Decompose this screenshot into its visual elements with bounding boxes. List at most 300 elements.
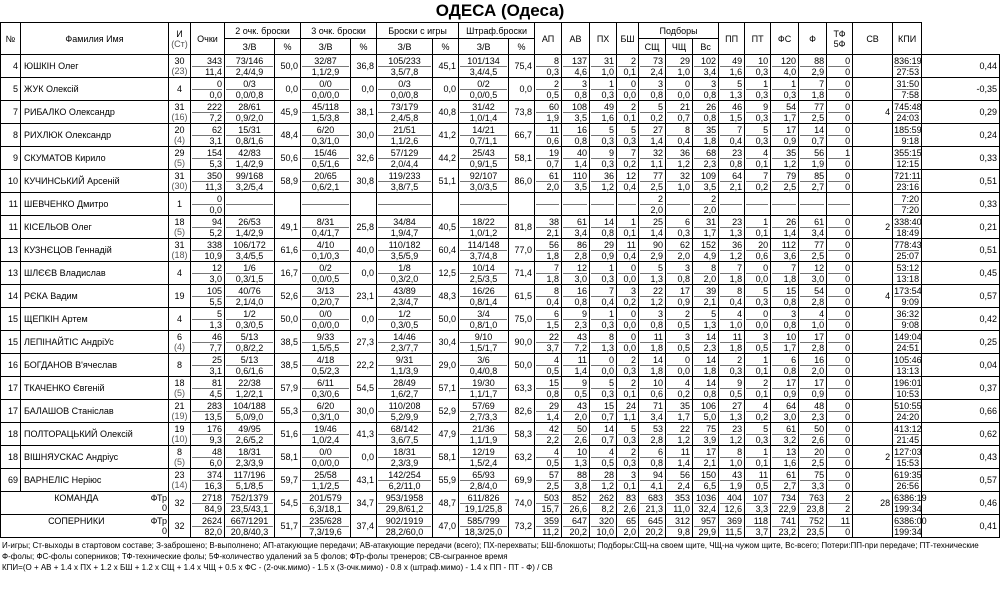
fg-cell: 34/84 1,9/4,7 [377, 216, 433, 239]
player-name: КІСЕЛЬОВ Олег [21, 216, 169, 239]
player-name: ТКАЧЕНКО Євгеній [21, 377, 169, 400]
kpi-cell: 0,51 [922, 170, 1000, 193]
games-cell: 19 [169, 285, 191, 308]
ft-pct-cell: 77,0 [509, 239, 535, 262]
fs-cell: 7 1,8 [771, 262, 799, 285]
chshch-cell: 4 0,2 [666, 377, 693, 400]
bsh-cell: 1 0,1 [617, 216, 639, 239]
chshch-cell: 29 1,0 [666, 55, 693, 78]
vs-cell: 106 5,0 [693, 400, 719, 423]
table-row [1, 377, 1000, 400]
three-pt-pct-cell: 0,0 [351, 308, 377, 331]
three-pt-cell: 0/2 0,0/0,5 [301, 262, 351, 285]
fg-cell: 902/1919 28,2/60,0 [377, 515, 433, 538]
ft-cell: 611/826 19,1/25,8 [459, 492, 509, 515]
pt-cell: 0 0,0 [745, 262, 771, 285]
ssch-cell: 5 1,3 [639, 262, 666, 285]
points-cell: 0 0,0 [191, 193, 225, 216]
three-pt-cell: 6/20 0,3/1,0 [301, 400, 351, 423]
f-cell: 14 0,7 [799, 124, 827, 147]
ft-pct-cell: 86,0 [509, 170, 535, 193]
ft-cell: 10/14 2,5/3,5 [459, 262, 509, 285]
f-cell: 4 1,0 [799, 308, 827, 331]
player-name: ЩЕПКІН Артем [21, 308, 169, 331]
ssch-cell: 71 3,4 [639, 400, 666, 423]
two-pt-pct-cell: 49,1 [275, 216, 301, 239]
two-pt-cell: 49/95 2,6/5,2 [225, 423, 275, 446]
chshch-cell [666, 193, 693, 216]
tf-cell: 0 0 [827, 101, 853, 124]
pp-cell: 369 11,5 [719, 515, 745, 538]
points-cell: 25 3,1 [191, 354, 225, 377]
ap-cell: 6 1,5 [535, 308, 562, 331]
pkh-cell: 15 0,7 [590, 400, 617, 423]
pkh-cell: 1 0,3 [590, 78, 617, 101]
points-cell: 46 7,7 [191, 331, 225, 354]
ft-pct-cell: 82,6 [509, 400, 535, 423]
f-cell: 85 2,7 [799, 170, 827, 193]
two-pt-pct-cell: 61,6 [275, 239, 301, 262]
games-cell: 32 [169, 492, 191, 515]
fg-pct-cell: 45,1 [433, 55, 459, 78]
ap-cell: 56 1,8 [535, 239, 562, 262]
ft-cell: 18/22 1,0/1,2 [459, 216, 509, 239]
points-cell: 283 13,5 [191, 400, 225, 423]
games-cell: 18 (5) [169, 377, 191, 400]
fg-pct-cell: 30,4 [433, 331, 459, 354]
tf-cell: 0 0 [827, 285, 853, 308]
ft-cell: 14/21 0,7/1,1 [459, 124, 509, 147]
tf-cell: 0 0 [827, 55, 853, 78]
f-cell: 50 2,6 [799, 423, 827, 446]
av-cell: 108 3,5 [562, 101, 590, 124]
three-pt-cell: 9/33 1,5/5,5 [301, 331, 351, 354]
pp-cell: 49 1,6 [719, 55, 745, 78]
vs-cell: 2 2,0 [693, 193, 719, 216]
two-pt-cell: 26/53 1,4/2,9 [225, 216, 275, 239]
games-cell: 4 [169, 78, 191, 101]
fs-cell: 64 3,0 [771, 400, 799, 423]
col-two-pct: % [275, 39, 301, 55]
fg-cell: 21/51 1,1/2,6 [377, 124, 433, 147]
pp-cell: 4 1,0 [719, 308, 745, 331]
av-cell: 137 4,6 [562, 55, 590, 78]
bsh-cell: 3 0,2 [617, 285, 639, 308]
three-pt-cell: 32/87 1,1/2,9 [301, 55, 351, 78]
tf-cell: 0 0 [827, 331, 853, 354]
player-number: 9 [1, 147, 21, 170]
f-cell [799, 193, 827, 216]
two-pt-pct-cell: 50,0 [275, 308, 301, 331]
ssch-cell: 94 4,1 [639, 469, 666, 492]
bsh-cell: 0 0,0 [617, 78, 639, 101]
time-cell: 185:59 9:18 [894, 124, 922, 146]
pt-cell: 1 0,1 [745, 354, 771, 377]
ap-cell: 57 2,5 [535, 469, 562, 492]
av-cell: 40 1,4 [562, 147, 590, 170]
pp-cell: 36 1,2 [719, 239, 745, 262]
f5-cell [853, 55, 893, 78]
pt-cell: 10 0,3 [745, 55, 771, 78]
three-pt-cell: 3/13 0,2/0,7 [301, 285, 351, 308]
time-cell: 7:20 7:20 [893, 193, 922, 216]
ssch-cell: 90 2,9 [639, 239, 666, 262]
chshch-cell: 11 1,4 [666, 446, 693, 469]
pt-cell: 1 0,3 [745, 78, 771, 101]
col-av: АВ [562, 23, 590, 55]
time-cell: 413:12 21:45 [894, 423, 922, 445]
player-number: 4 [1, 55, 21, 78]
av-cell: 61 3,4 [562, 216, 590, 239]
av-cell: 50 2,6 [562, 423, 590, 446]
table-row [1, 446, 1000, 469]
games-cell: 8 (5) [169, 446, 191, 469]
col-pt: ПТ [745, 23, 771, 55]
fs-cell [771, 193, 799, 216]
table-row [1, 354, 1000, 377]
fg-pct-cell: 29,0 [433, 354, 459, 377]
bsh-cell: 2 0,3 [617, 446, 639, 469]
fg-cell: 18/31 2,3/3,9 [377, 446, 433, 469]
pkh-cell: 1 0,3 [590, 308, 617, 331]
ft-pct-cell: 73,2 [509, 515, 535, 538]
ft-pct-cell: 66,7 [509, 124, 535, 147]
three-pt-cell: 6/11 0,3/0,6 [301, 377, 351, 400]
two-pt-pct-cell: 54,5 [275, 492, 301, 515]
bsh-cell: 0 0,0 [617, 331, 639, 354]
fs-cell: 741 23,2 [771, 515, 799, 538]
three-pt-cell: 15/46 0,5/1,6 [301, 147, 351, 170]
f-cell: 88 2,9 [799, 55, 827, 78]
player-number: 17 [1, 400, 21, 423]
vs-cell: 14 2,3 [693, 331, 719, 354]
fs-cell: 61 2,7 [771, 469, 799, 492]
two-pt-cell: 73/146 2,4/4,9 [225, 55, 275, 78]
f-cell: 54 2,8 [799, 285, 827, 308]
col-no: № [1, 23, 21, 55]
chshch-cell: 353 11,0 [666, 492, 693, 515]
chshch-cell: 2 0,5 [666, 308, 693, 331]
ap-cell: 8 0,3 [535, 55, 562, 78]
table-row [1, 262, 1000, 285]
three-pt-cell: 45/118 1,5/3,8 [301, 101, 351, 124]
points-cell: 105 5,5 [191, 285, 225, 308]
player-number: 15 [1, 331, 21, 354]
ft-cell: 57/69 2,7/3,3 [459, 400, 509, 423]
three-pt-cell: 25/58 1,1/2,5 [301, 469, 351, 492]
fg-cell: 1/2 0,3/0,5 [377, 308, 433, 331]
ssch-cell: 25 1,4 [639, 216, 666, 239]
kpi-cell: 0,04 [922, 354, 1000, 377]
fg-cell: 28/49 1,6/2,7 [377, 377, 433, 400]
points-cell: 2718 84,9 [191, 492, 225, 515]
ft-cell: 101/134 3,4/4,5 [459, 55, 509, 78]
av-cell [562, 193, 590, 216]
tf-cell [827, 193, 853, 216]
kpi-cell: 0,24 [922, 124, 1000, 147]
points-cell: 5 1,3 [191, 308, 225, 331]
table-row [1, 400, 1000, 423]
time-cell: 619:35 26:56 [894, 469, 922, 491]
ssch-cell: 14 1,8 [639, 354, 666, 377]
fg-pct-cell: 51,1 [433, 170, 459, 193]
legend-line: КПИ=(О + АВ + 1.4 x ПХ + 1.2 x БШ + 1.2 x СЩ + 1.4 x ЧЩ + 0.5 x ФС - (2-очк.мимо) - 1.5 x (3-очк.мимо) - 0.8 x (штраф.мимо) - 1.4 x ПП - ПТ - Ф) / СВ [2, 563, 553, 572]
vs-cell: 1036 32,4 [693, 492, 719, 515]
ap-cell: 359 11,2 [535, 515, 562, 538]
time-cell: 36:32 9:08 [893, 308, 922, 331]
ft-pct-cell: 0,0 [509, 78, 535, 101]
kpi-cell: 0,33 [922, 147, 1000, 170]
fs-cell: 17 0,9 [771, 377, 799, 400]
time-cell: 338:40 18:49 [894, 216, 922, 238]
col-ft-pct: % [509, 39, 535, 55]
chshch-cell: 32 1,0 [666, 170, 693, 193]
player-number: 11 [1, 216, 21, 239]
two-pt-pct-cell: 50,0 [275, 55, 301, 78]
three-pt-pct-cell: 54,5 [351, 377, 377, 400]
ssch-cell: 32 1,1 [639, 147, 666, 170]
fg-cell: 43/89 2,3/4,7 [377, 285, 433, 308]
ap-cell: 29 1,4 [535, 400, 562, 423]
pp-cell: 404 12,6 [719, 492, 745, 515]
tf-cell: 0 0 [827, 354, 853, 377]
chshch-cell: 56 2,4 [666, 469, 693, 492]
kpi-cell: 0,43 [922, 446, 1000, 469]
two-pt-pct-cell: 59,7 [275, 469, 301, 492]
table-row [1, 101, 1000, 124]
f5-cell: 4 [853, 101, 893, 124]
pt-cell: 4 0,1 [745, 147, 771, 170]
f5-cell: 2 [853, 446, 893, 469]
tf-cell: 0 0 [827, 170, 853, 193]
two-pt-cell: 42/83 1,4/2,9 [225, 147, 275, 170]
time-cell: 510:55 24:20 [894, 400, 922, 422]
kpi-cell: 0,57 [922, 469, 1000, 492]
ft-cell [459, 193, 509, 216]
chshch-cell: 3 0,8 [666, 262, 693, 285]
vs-cell: 14 1,8 [693, 354, 719, 377]
av-cell: 9 2,3 [562, 308, 590, 331]
ft-pct-cell: 58,3 [509, 423, 535, 446]
pt-cell: 118 3,7 [745, 515, 771, 538]
pp-cell [719, 193, 745, 216]
two-pt-cell: 18/31 2,3/3,9 [225, 446, 275, 469]
chshch-cell: 8 0,4 [666, 124, 693, 147]
col-points: Очки [191, 23, 225, 55]
points-cell: 338 10,9 [191, 239, 225, 262]
three-pt-pct-cell: 23,1 [351, 285, 377, 308]
three-pt-pct-cell [351, 193, 377, 216]
fs-cell: 1 0,3 [771, 78, 799, 101]
vs-cell: 3 0,8 [693, 78, 719, 101]
ft-pct-cell: 58,1 [509, 147, 535, 170]
time-cell: 745:48 24:03 [894, 101, 922, 123]
fg-pct-cell: 50,0 [433, 308, 459, 331]
f-cell: 56 1,9 [799, 147, 827, 170]
col-pkh: ПХ [590, 23, 617, 55]
three-pt-cell: 0/0 0,0/0,0 [301, 78, 351, 101]
totals-label: СОПЕРНИКИ ФТр 0 [1, 515, 169, 538]
vs-cell: 17 2,1 [693, 446, 719, 469]
ft-cell: 19/30 1,1/1,7 [459, 377, 509, 400]
kpi-cell: 0,62 [922, 423, 1000, 446]
ssch-cell: 27 1,4 [639, 124, 666, 147]
three-pt-cell: 235/628 7,3/19,6 [301, 515, 351, 538]
col-name: Фамилия Имя [21, 23, 169, 55]
vs-cell: 5 1,3 [693, 308, 719, 331]
games-cell: 32 [169, 515, 191, 538]
vs-cell: 152 4,9 [693, 239, 719, 262]
pkh-cell: 14 0,8 [590, 216, 617, 239]
fg-pct-cell: 40,8 [433, 101, 459, 124]
ft-pct-cell: 90,0 [509, 331, 535, 354]
points-cell: 94 5,2 [191, 216, 225, 239]
fs-cell: 61 3,2 [771, 423, 799, 446]
points-cell: 12 3,0 [191, 262, 225, 285]
col-sv: СВ [853, 23, 893, 55]
ssch-cell: 22 1,2 [639, 285, 666, 308]
ap-cell [535, 193, 562, 216]
ap-cell: 42 2,2 [535, 423, 562, 446]
col-tf: ТФ 5Ф [827, 23, 853, 55]
vs-cell: 150 6,5 [693, 469, 719, 492]
pp-cell: 7 1,8 [719, 262, 745, 285]
games-cell: 18 (5) [169, 216, 191, 239]
kpi-cell: -0,35 [922, 78, 1000, 101]
pp-cell: 23 0,8 [719, 147, 745, 170]
pkh-cell: 49 1,6 [590, 101, 617, 124]
chshch-cell: 35 1,7 [666, 400, 693, 423]
ap-cell: 7 1,8 [535, 262, 562, 285]
tf-cell: 0 0 [827, 377, 853, 400]
fs-cell: 3 0,8 [771, 308, 799, 331]
pt-cell: 2 0,1 [745, 377, 771, 400]
fg-cell: 0/3 0,0/0,8 [377, 78, 433, 101]
pp-cell: 23 1,2 [719, 423, 745, 446]
player-number: 18 [1, 446, 21, 469]
table-row [1, 193, 1000, 216]
three-pt-pct-cell: 36,8 [351, 55, 377, 78]
pt-cell: 9 0,3 [745, 101, 771, 124]
three-pt-pct-cell: 30,8 [351, 170, 377, 193]
legend-line: И-игры; Ст-выходы в стартовом составе; З-заброшено; В-выполнено; АП-атакующие передачи; АВ-атакующие передачи (всего); ПХ-перехваты; БШ-блокшоты; Подборы:СЩ-на своем щите, ЧЩ-на чужом щите, Вс-всего; Потери:ПП-при передаче; ПТ-технические [2, 541, 979, 550]
fs-cell: 26 1,4 [771, 216, 799, 239]
two-pt-cell [225, 193, 275, 216]
pp-cell: 5 1,3 [719, 78, 745, 101]
table-row [1, 285, 1000, 308]
f-cell: 763 23,8 [799, 492, 827, 515]
col-ap: АП [535, 23, 562, 55]
ap-cell: 15 0,8 [535, 377, 562, 400]
f-cell: 16 2,0 [799, 354, 827, 377]
fg-cell: 105/233 3,5/7,8 [377, 55, 433, 78]
ft-pct-cell: 75,0 [509, 308, 535, 331]
fg-pct-cell: 52,9 [433, 400, 459, 423]
pkh-cell: 1 0,3 [590, 262, 617, 285]
f-cell: 61 3,4 [799, 216, 827, 239]
ft-cell: 21/36 1,1/1,9 [459, 423, 509, 446]
pp-cell: 8 1,0 [719, 446, 745, 469]
tf-cell: 1 0 [827, 147, 853, 170]
legend [0, 538, 1000, 573]
ap-cell: 4 0,5 [535, 354, 562, 377]
bsh-cell: 3 0,1 [617, 469, 639, 492]
two-pt-cell: 5/13 0,6/1,6 [225, 354, 275, 377]
fg-pct-cell: 40,5 [433, 216, 459, 239]
ssch-cell: 6 0,8 [639, 446, 666, 469]
points-cell: 81 4,5 [191, 377, 225, 400]
col-games: И (Ст) [169, 23, 191, 55]
player-name: ПОЛТОРАЦЬКИЙ Олексій [21, 423, 169, 446]
ft-cell: 16/26 0,8/1,4 [459, 285, 509, 308]
tf-cell: 0 0 [827, 469, 853, 492]
col-kpi: КПИ [893, 23, 922, 55]
three-pt-pct-cell: 32,6 [351, 147, 377, 170]
tf-cell: 0 0 [827, 262, 853, 285]
col-two: 2 очк. броски [225, 23, 301, 39]
pkh-cell: 320 10,0 [590, 515, 617, 538]
player-name: БОГДАНОВ В'ячеслав [21, 354, 169, 377]
player-number: 10 [1, 170, 21, 193]
fg-cell: 68/142 3,6/7,5 [377, 423, 433, 446]
pkh-cell: 0 0,0 [590, 354, 617, 377]
pt-cell: 1 0,1 [745, 216, 771, 239]
f-cell: 17 0,9 [799, 377, 827, 400]
ft-cell: 31/42 1,0/1,4 [459, 101, 509, 124]
f-cell: 75 3,3 [799, 469, 827, 492]
ft-pct-cell: 63,2 [509, 446, 535, 469]
f5-cell [853, 515, 893, 538]
bsh-cell: 2 0,1 [617, 101, 639, 124]
chshch-cell: 62 2,0 [666, 239, 693, 262]
f5-cell [853, 170, 893, 193]
vs-cell: 31 1,7 [693, 216, 719, 239]
ap-cell: 22 3,7 [535, 331, 562, 354]
col-bsh: БШ [617, 23, 639, 55]
fg-cell: 73/179 2,4/5,8 [377, 101, 433, 124]
player-number: 14 [1, 285, 21, 308]
f5-cell [853, 147, 893, 170]
col-fg: Броски с игры [377, 23, 459, 39]
av-cell: 9 0,5 [562, 377, 590, 400]
pt-cell: 3 0,5 [745, 331, 771, 354]
fs-cell: 120 4,0 [771, 55, 799, 78]
ssch-cell: 10 0,6 [639, 377, 666, 400]
fg-pct-cell: 41,2 [433, 124, 459, 147]
ft-pct-cell: 81,8 [509, 216, 535, 239]
points-cell: 154 5,3 [191, 147, 225, 170]
time-cell: 721:11 23:16 [894, 170, 921, 192]
three-pt-cell: 4/10 0,1/0,3 [301, 239, 351, 262]
chshch-cell: 3 0,5 [666, 331, 693, 354]
table-row [1, 78, 1000, 101]
bsh-cell: 11 0,4 [617, 239, 639, 262]
three-pt-pct-cell: 0,0 [351, 262, 377, 285]
tf-cell: 0 0 [827, 216, 853, 239]
col-two-zv: З/В [225, 39, 275, 55]
three-pt-pct-cell: 34,7 [351, 492, 377, 515]
pkh-cell: 7 0,4 [590, 285, 617, 308]
kpi-cell: 0,51 [922, 239, 1000, 262]
three-pt-pct-cell: 41,3 [351, 423, 377, 446]
two-pt-cell: 752/1379 23,5/43,1 [225, 492, 275, 515]
time-cell: 778:43 25:07 [894, 239, 922, 261]
ft-cell: 25/43 0,9/1,5 [459, 147, 509, 170]
pt-cell: 107 3,3 [745, 492, 771, 515]
time-cell: 355:15 12:15 [894, 147, 922, 169]
ft-pct-cell: 74,0 [509, 492, 535, 515]
three-pt-pct-cell: 25,8 [351, 216, 377, 239]
